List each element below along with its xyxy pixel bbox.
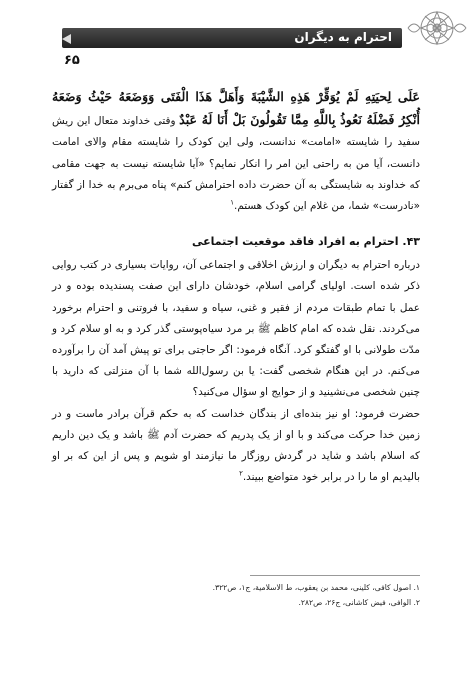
paragraph-text: حضرت فرمود: او نیز بنده‌ای از بندگان خداست که به حکم قرآن برادر ماست و در زمین خدا حرکت می‌کند و با او از یک پدریم که حضرت آدم ﷺ باشد و یک دین داریم که اسلام باشد و شاید در گردش روزگار ما نیازمند او شویم و پس از این که بر او بالیدیم او ما را در برابر خود متواضع ببیند. [52, 407, 420, 484]
footnote-item: ۲. الوافی، فیض کاشانی، ج۲۶، ص۲۸۲. [298, 598, 420, 607]
verse-paragraph [52, 86, 420, 217]
footnote-item: ۱. اصول کافی، کلینی، محمد بن یعقوب، ط الاسلامیة، ج۱، ص۳۲۲. [212, 583, 420, 592]
body-paragraph: درباره احترام به دیگران و ارزش اخلاقی و اجتماعی آن، روایات بسیاری در کتب روایی ذکر شده است. اولیای گرامی اسلام، خودشان دارای این صفت پسندیده بوده و در عمل با تمام طبقات مردم از فقیر و غنی، سیاه و سفید، با فروتنی و احترام برخورد می‌کردند. نقل شده که امام کاظم ﷺ بر مرد سیاه‌پوستی گذر کرد و به او سلام کرد و مدّت طولانی با او گفتگو کرد. آنگاه فرمود: اگر حاجتی برای تو پیش آمد آن را برآورده می‌کنم. در این هنگام شخصی گفت: یا بن رسول‌الله شما با آن منزلتی که دارید با چنین شخصی می‌نشینید و از حوایج او سؤال می‌کنید؟ [52, 259, 420, 399]
main-text [52, 86, 420, 488]
body-paragraph [52, 404, 420, 489]
section-heading: ۴۳. احترام به افراد فاقد موقعیت اجتماعی [192, 235, 420, 249]
running-header-title: احترام به دیگران [294, 30, 392, 44]
footnote-marker: ۱ [230, 198, 235, 207]
page-number: ۶۵ [64, 53, 80, 68]
footnotes [52, 580, 420, 610]
arabic-quote: عَلَى لِحيَتِهِ لَمْ يُوَقِّرْ هَذِهِ الشَّيْبَةَ وَأَهَلَّ هَذَا الْفَتَى وَوَضَعَهُ حَيْثُ وَضَعَهُ أُنْكِرُ فَضْلَهُ نَعُوذُ بِاللَّهِ مِمَّا تَقُولُونَ بَلْ أَنَا لَهُ عَبْدٌ [52, 89, 420, 128]
footnote-divider [250, 575, 420, 576]
header-tab-marker [62, 34, 71, 44]
quote-translation: وقتی خداوند متعال این ریش سفید را شایسته «امامت» ندانست، ولی این کودک را شایسته مقام والای امامت دانست، آیا من به راحتی این امر را انکار نمایم؟ «آیا شایسته نیست به جهت مقامی که خداوند به شایستگی به آن حضرت داده احترامش کنم» پناه می‌برم به خدا از گفتار «نادرست» شما، من غلام این کودک هستم. [52, 115, 420, 213]
floral-ornament-icon [406, 6, 468, 54]
footnote-marker: ۲ [239, 469, 243, 478]
